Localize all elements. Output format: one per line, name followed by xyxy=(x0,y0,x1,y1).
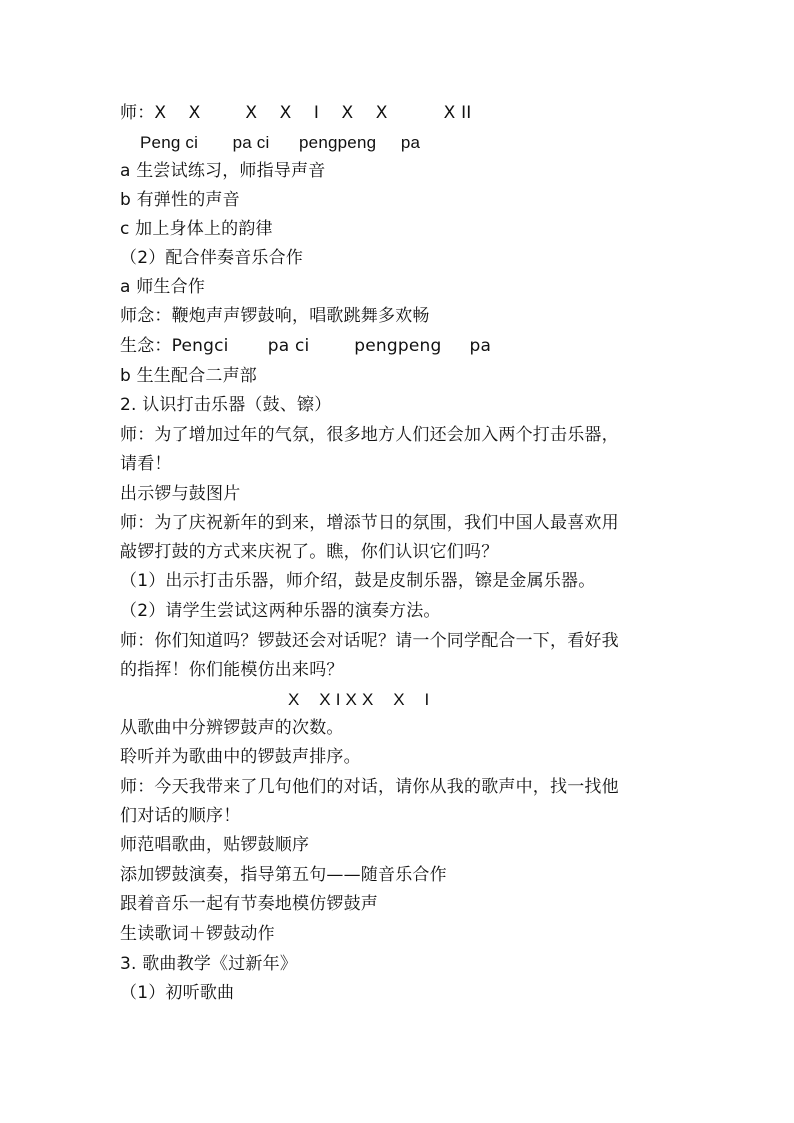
section-heading: （2）配合伴奏音乐合作 xyxy=(120,248,304,268)
text-line: a 师生合作 xyxy=(120,277,206,297)
text-line: 师范唱歌曲，贴锣鼓顺序 xyxy=(120,835,310,855)
text-line: 跟着音乐一起有节奏地模仿锣鼓声 xyxy=(120,894,378,914)
section-heading: （1）初听歌曲 xyxy=(120,983,235,1003)
text-line: 生念：Pengci pa ci pengpeng pa xyxy=(120,336,492,356)
text-line: b 生生配合二声部 xyxy=(120,366,257,386)
rhythm-notation-line: X X I X X X I xyxy=(288,690,430,709)
text-line: b 有弹性的声音 xyxy=(120,190,240,210)
text-line: 师念：鞭炮声声锣鼓响，唱歌跳舞多欢畅 xyxy=(120,306,430,326)
section-heading: 2. 认识打击乐器（鼓、镲） xyxy=(120,395,332,415)
text-line: a 生尝试练习，师指导声音 xyxy=(120,161,326,181)
text-line: （1）出示打击乐器，师介绍，鼓是皮制乐器，镲是金属乐器。 xyxy=(120,571,596,591)
text-line: c 加上身体上的韵律 xyxy=(120,219,273,239)
rhythm-notation-line: 师：X X X X I X X X II xyxy=(120,103,472,123)
text-line: 添加锣鼓演奏，指导第五句——随音乐合作 xyxy=(120,865,447,885)
text-line: 敲锣打鼓的方式来庆祝了。瞧，你们认识它们吗？ xyxy=(120,542,499,562)
text-line: 从歌曲中分辨锣鼓声的次数。 xyxy=(120,718,344,738)
text-line: 师：今天我带来了几句他们的对话，请你从我的歌声中，找一找他 xyxy=(120,777,619,797)
text-line: 师：你们知道吗？锣鼓还会对话呢？请一个同学配合一下，看好我 xyxy=(120,631,619,651)
text-line: 出示锣与鼓图片 xyxy=(120,484,241,504)
text-line: （2）请学生尝试这两种乐器的演奏方法。 xyxy=(120,601,441,621)
text-line: 聆听并为歌曲中的锣鼓声排序。 xyxy=(120,747,361,767)
text-line: 们对话的顺序！ xyxy=(120,806,241,826)
section-heading: 3. 歌曲教学《过新年》 xyxy=(120,954,298,974)
text-line: 请看！ xyxy=(120,454,172,474)
text-line: 师：为了庆祝新年的到来，增添节日的氛围，我们中国人最喜欢用 xyxy=(120,513,619,533)
text-line: 师：为了增加过年的气氛，很多地方人们还会加入两个打击乐器， xyxy=(120,425,619,445)
text-line: 生读歌词＋锣鼓动作 xyxy=(120,924,275,944)
text-line: 的指挥！你们能模仿出来吗？ xyxy=(120,660,344,680)
syllable-line: Peng ci pa ci pengpeng pa xyxy=(140,133,421,152)
